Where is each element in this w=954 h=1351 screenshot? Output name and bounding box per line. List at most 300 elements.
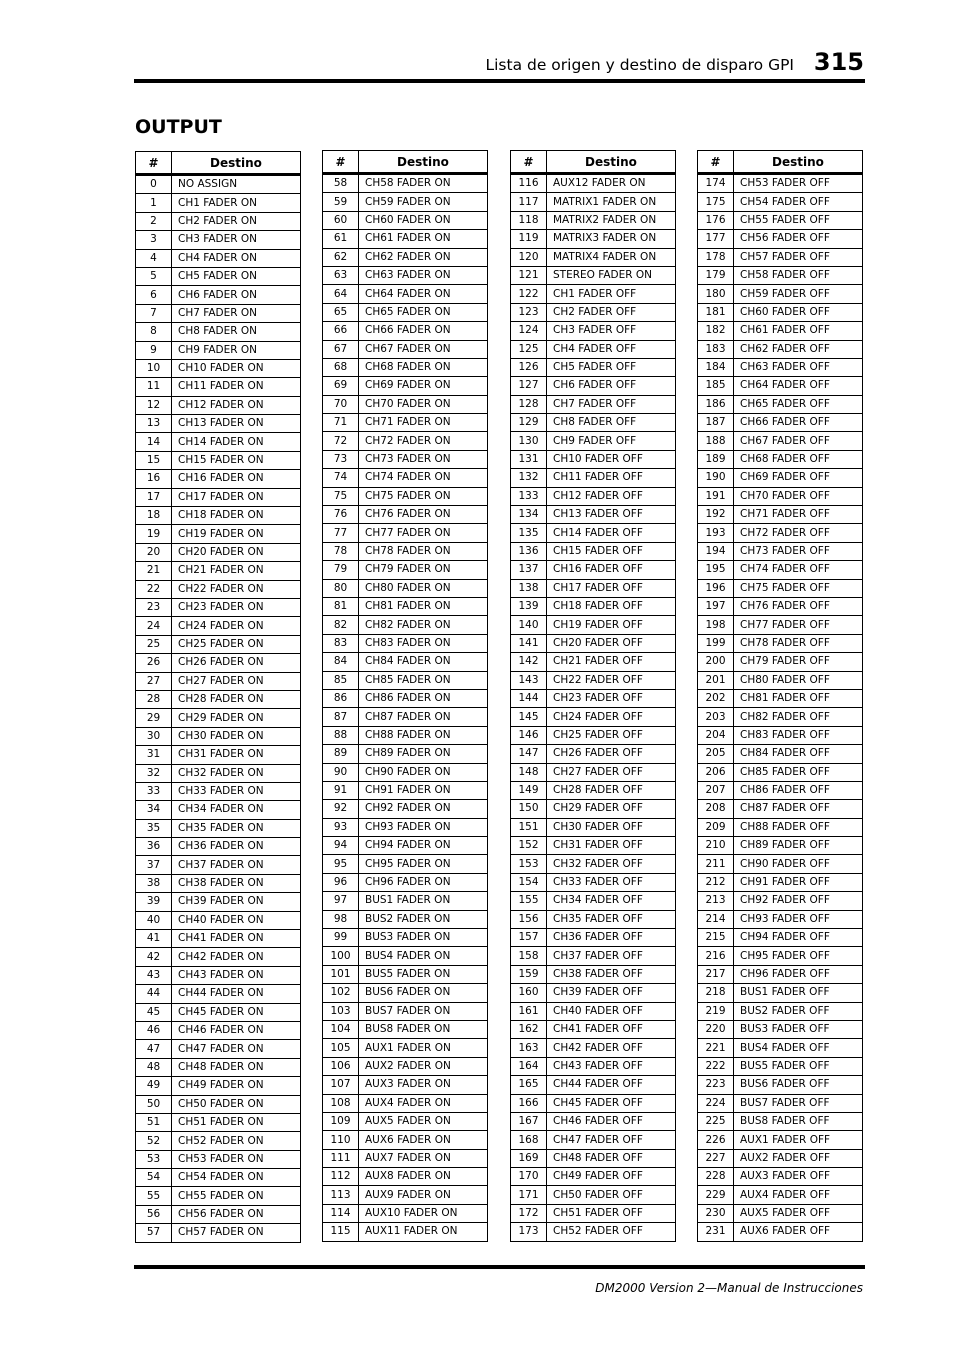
table-row — [136, 433, 301, 451]
table-row — [136, 212, 301, 230]
row-number: 65 — [323, 303, 359, 321]
row-destination: CH55 FADER ON — [172, 1187, 301, 1205]
row-destination: CH89 FADER OFF — [734, 837, 863, 855]
table-row — [136, 727, 301, 745]
row-destination: CH26 FADER ON — [172, 654, 301, 672]
row-number: 0 — [136, 175, 172, 194]
table-row — [323, 487, 488, 505]
table-row — [136, 543, 301, 561]
row-number: 48 — [136, 1058, 172, 1076]
row-number: 130 — [511, 432, 547, 450]
table-row — [323, 781, 488, 799]
table-row — [698, 873, 863, 891]
row-number: 186 — [698, 395, 734, 413]
row-destination: CH54 FADER OFF — [734, 193, 863, 211]
table-row — [323, 616, 488, 634]
table-header-row — [698, 151, 863, 174]
row-destination: CH68 FADER OFF — [734, 450, 863, 468]
table-row — [511, 597, 676, 615]
row-number: 98 — [323, 910, 359, 928]
table-row — [698, 800, 863, 818]
table-row — [511, 616, 676, 634]
table-row — [136, 1187, 301, 1205]
row-number: 66 — [323, 322, 359, 340]
row-destination: BUS2 FADER ON — [359, 910, 488, 928]
row-number: 126 — [511, 358, 547, 376]
row-number: 97 — [323, 892, 359, 910]
table-row — [136, 304, 301, 322]
table-row — [323, 1094, 488, 1112]
table-row — [136, 1224, 301, 1242]
table-row — [698, 414, 863, 432]
row-number: 41 — [136, 930, 172, 948]
table-row — [323, 892, 488, 910]
table-row — [511, 1057, 676, 1075]
row-number: 76 — [323, 506, 359, 524]
row-destination: CH74 FADER OFF — [734, 561, 863, 579]
row-destination: CH58 FADER OFF — [734, 266, 863, 284]
table-row — [698, 653, 863, 671]
row-number: 160 — [511, 984, 547, 1002]
row-destination: CH14 FADER OFF — [547, 524, 676, 542]
table-row — [136, 819, 301, 837]
row-destination: CH19 FADER OFF — [547, 616, 676, 634]
table-row — [698, 1131, 863, 1149]
row-destination: CH67 FADER ON — [359, 340, 488, 358]
row-destination: CH56 FADER OFF — [734, 230, 863, 248]
row-destination: CH63 FADER ON — [359, 266, 488, 284]
row-destination: CH6 FADER OFF — [547, 377, 676, 395]
table-row — [323, 561, 488, 579]
row-number: 60 — [323, 211, 359, 229]
row-destination: CH16 FADER OFF — [547, 561, 676, 579]
row-destination: BUS1 FADER ON — [359, 892, 488, 910]
row-number: 72 — [323, 432, 359, 450]
row-number: 231 — [698, 1223, 734, 1241]
row-destination: NO ASSIGN — [172, 175, 301, 194]
table-row — [698, 984, 863, 1002]
row-destination: CH75 FADER ON — [359, 487, 488, 505]
row-number: 24 — [136, 617, 172, 635]
row-number: 119 — [511, 230, 547, 248]
row-destination: CH1 FADER OFF — [547, 285, 676, 303]
row-destination: CH83 FADER OFF — [734, 726, 863, 744]
table-row — [323, 910, 488, 928]
row-destination: CH81 FADER ON — [359, 597, 488, 615]
row-number: 175 — [698, 193, 734, 211]
table-row — [323, 414, 488, 432]
row-destination: CH20 FADER OFF — [547, 634, 676, 652]
row-destination: AUX2 FADER OFF — [734, 1149, 863, 1167]
page-number: 315 — [813, 48, 864, 76]
row-destination: CH42 FADER OFF — [547, 1039, 676, 1057]
table-row — [323, 634, 488, 652]
row-destination: CH37 FADER ON — [172, 856, 301, 874]
row-destination: MATRIX2 FADER ON — [547, 211, 676, 229]
row-destination: CH59 FADER ON — [359, 193, 488, 211]
table-row — [698, 1094, 863, 1112]
row-number: 33 — [136, 782, 172, 800]
row-destination: CH38 FADER OFF — [547, 965, 676, 983]
table-row — [323, 322, 488, 340]
row-number: 73 — [323, 450, 359, 468]
row-number: 179 — [698, 266, 734, 284]
row-number: 12 — [136, 396, 172, 414]
row-destination: CH27 FADER ON — [172, 672, 301, 690]
row-number: 164 — [511, 1057, 547, 1075]
table-row — [698, 1223, 863, 1241]
table-row — [698, 487, 863, 505]
row-destination: BUS5 FADER OFF — [734, 1057, 863, 1075]
table-row — [698, 303, 863, 321]
table-row — [136, 507, 301, 525]
row-number: 92 — [323, 800, 359, 818]
row-destination: AUX1 FADER OFF — [734, 1131, 863, 1149]
row-destination: CH57 FADER OFF — [734, 248, 863, 266]
row-destination: BUS8 FADER ON — [359, 1020, 488, 1038]
table-row — [698, 1149, 863, 1167]
table-row — [511, 653, 676, 671]
table-row — [511, 671, 676, 689]
row-destination: CH11 FADER OFF — [547, 469, 676, 487]
table-row — [511, 892, 676, 910]
table-row — [698, 193, 863, 211]
row-number: 30 — [136, 727, 172, 745]
table-row — [511, 174, 676, 193]
row-destination: CH6 FADER ON — [172, 286, 301, 304]
row-number: 89 — [323, 745, 359, 763]
row-number: 20 — [136, 543, 172, 561]
row-number: 168 — [511, 1131, 547, 1149]
row-number: 100 — [323, 947, 359, 965]
row-destination: CH46 FADER ON — [172, 1021, 301, 1039]
row-number: 138 — [511, 579, 547, 597]
row-number: 170 — [511, 1168, 547, 1186]
row-destination: CH78 FADER ON — [359, 542, 488, 560]
row-destination: CH26 FADER OFF — [547, 745, 676, 763]
row-number: 158 — [511, 947, 547, 965]
row-destination: CH38 FADER ON — [172, 874, 301, 892]
table-row — [511, 763, 676, 781]
row-destination: AUX1 FADER ON — [359, 1039, 488, 1057]
row-destination: CH32 FADER OFF — [547, 855, 676, 873]
table-row — [511, 745, 676, 763]
row-number: 131 — [511, 450, 547, 468]
row-destination: CH94 FADER ON — [359, 837, 488, 855]
table-row — [323, 1168, 488, 1186]
table-row — [698, 671, 863, 689]
table-row — [698, 1039, 863, 1057]
row-number: 80 — [323, 579, 359, 597]
row-number: 95 — [323, 855, 359, 873]
row-number: 31 — [136, 746, 172, 764]
row-number: 216 — [698, 947, 734, 965]
row-destination: CH32 FADER ON — [172, 764, 301, 782]
row-number: 11 — [136, 378, 172, 396]
row-number: 205 — [698, 745, 734, 763]
table-row — [511, 818, 676, 836]
table-row — [698, 781, 863, 799]
table-row — [323, 965, 488, 983]
table-row — [511, 524, 676, 542]
row-number: 71 — [323, 414, 359, 432]
row-destination: CH49 FADER ON — [172, 1077, 301, 1095]
table-row — [323, 506, 488, 524]
row-number: 218 — [698, 984, 734, 1002]
row-destination: CH12 FADER ON — [172, 396, 301, 414]
row-destination: CH63 FADER OFF — [734, 358, 863, 376]
row-number: 116 — [511, 174, 547, 193]
row-destination: CH36 FADER OFF — [547, 929, 676, 947]
table-row — [698, 506, 863, 524]
table-row — [136, 1169, 301, 1187]
table-row — [136, 580, 301, 598]
table-row — [136, 286, 301, 304]
row-destination: AUX11 FADER ON — [359, 1223, 488, 1241]
table-row — [511, 947, 676, 965]
row-number: 197 — [698, 597, 734, 615]
row-number: 224 — [698, 1094, 734, 1112]
row-destination: CH29 FADER OFF — [547, 800, 676, 818]
table-row — [511, 432, 676, 450]
row-number: 84 — [323, 653, 359, 671]
row-number: 108 — [323, 1094, 359, 1112]
table-row — [323, 285, 488, 303]
row-destination: CH17 FADER OFF — [547, 579, 676, 597]
row-number: 46 — [136, 1021, 172, 1039]
row-destination: CH86 FADER ON — [359, 689, 488, 707]
row-destination: CH95 FADER OFF — [734, 947, 863, 965]
table-row — [136, 654, 301, 672]
table-row — [698, 837, 863, 855]
row-destination: CH3 FADER ON — [172, 231, 301, 249]
row-destination: CH40 FADER ON — [172, 911, 301, 929]
row-number: 220 — [698, 1020, 734, 1038]
row-destination: CH1 FADER ON — [172, 194, 301, 212]
row-number: 223 — [698, 1076, 734, 1094]
table-row — [323, 524, 488, 542]
row-destination: CH76 FADER ON — [359, 506, 488, 524]
row-number: 118 — [511, 211, 547, 229]
table-row — [698, 524, 863, 542]
table-row — [511, 193, 676, 211]
row-destination: CH45 FADER OFF — [547, 1094, 676, 1112]
row-destination: CH61 FADER ON — [359, 230, 488, 248]
row-destination: BUS4 FADER OFF — [734, 1039, 863, 1057]
row-number: 27 — [136, 672, 172, 690]
row-destination: CH88 FADER ON — [359, 726, 488, 744]
row-destination: CH47 FADER OFF — [547, 1131, 676, 1149]
row-destination: BUS7 FADER OFF — [734, 1094, 863, 1112]
row-number: 230 — [698, 1204, 734, 1222]
row-number: 75 — [323, 487, 359, 505]
row-number: 133 — [511, 487, 547, 505]
row-destination: AUX5 FADER OFF — [734, 1204, 863, 1222]
row-destination: CH40 FADER OFF — [547, 1002, 676, 1020]
table-row — [698, 561, 863, 579]
table-row — [698, 1186, 863, 1204]
row-destination: CH5 FADER ON — [172, 267, 301, 285]
row-destination: CH37 FADER OFF — [547, 947, 676, 965]
table-row — [698, 947, 863, 965]
row-destination: CH90 FADER ON — [359, 763, 488, 781]
table-row — [136, 451, 301, 469]
row-number: 221 — [698, 1039, 734, 1057]
row-number: 63 — [323, 266, 359, 284]
row-number: 178 — [698, 248, 734, 266]
row-destination: CH7 FADER OFF — [547, 395, 676, 413]
table-row — [698, 358, 863, 376]
row-number: 154 — [511, 873, 547, 891]
table-row — [698, 1057, 863, 1075]
row-destination: CH52 FADER ON — [172, 1132, 301, 1150]
table-row — [511, 395, 676, 413]
row-destination: AUX4 FADER ON — [359, 1094, 488, 1112]
table-row — [511, 230, 676, 248]
row-number: 213 — [698, 892, 734, 910]
row-destination: CH17 FADER ON — [172, 488, 301, 506]
footer-text: DM2000 Version 2—Manual de Instrucciones — [595, 1281, 863, 1295]
row-destination: CH48 FADER ON — [172, 1058, 301, 1076]
row-destination: BUS3 FADER ON — [359, 929, 488, 947]
table-row — [136, 175, 301, 194]
row-destination: CH80 FADER OFF — [734, 671, 863, 689]
table-row — [698, 542, 863, 560]
row-destination: CH87 FADER ON — [359, 708, 488, 726]
table-row — [136, 617, 301, 635]
row-destination: STEREO FADER ON — [547, 266, 676, 284]
footer-rule — [134, 1265, 865, 1269]
row-number: 148 — [511, 763, 547, 781]
table-row — [323, 1112, 488, 1130]
row-destination: CH83 FADER ON — [359, 634, 488, 652]
row-destination: MATRIX1 FADER ON — [547, 193, 676, 211]
row-number: 5 — [136, 267, 172, 285]
table-row — [698, 855, 863, 873]
row-destination: CH50 FADER ON — [172, 1095, 301, 1113]
row-number: 15 — [136, 451, 172, 469]
row-number: 44 — [136, 985, 172, 1003]
row-number: 171 — [511, 1186, 547, 1204]
table-row — [511, 1076, 676, 1094]
row-number: 36 — [136, 838, 172, 856]
row-destination: CH11 FADER ON — [172, 378, 301, 396]
table-row — [511, 322, 676, 340]
table-row — [136, 323, 301, 341]
row-number: 106 — [323, 1057, 359, 1075]
table-row — [698, 285, 863, 303]
table-row — [136, 488, 301, 506]
row-destination: CH18 FADER OFF — [547, 597, 676, 615]
row-destination: CH74 FADER ON — [359, 469, 488, 487]
row-number: 222 — [698, 1057, 734, 1075]
row-destination: CH96 FADER ON — [359, 873, 488, 891]
table-row — [323, 689, 488, 707]
table-row — [511, 965, 676, 983]
table-row — [323, 469, 488, 487]
table-row — [323, 377, 488, 395]
table-row — [511, 781, 676, 799]
row-number: 55 — [136, 1187, 172, 1205]
row-destination: CH60 FADER ON — [359, 211, 488, 229]
table-row — [323, 266, 488, 284]
row-number: 18 — [136, 507, 172, 525]
row-destination: CH13 FADER OFF — [547, 506, 676, 524]
table-row — [136, 1077, 301, 1095]
table-row — [136, 709, 301, 727]
row-destination: CH77 FADER OFF — [734, 616, 863, 634]
row-number: 29 — [136, 709, 172, 727]
row-destination: CH4 FADER OFF — [547, 340, 676, 358]
table-row — [323, 597, 488, 615]
table-row — [511, 303, 676, 321]
row-destination: CH24 FADER OFF — [547, 708, 676, 726]
row-number: 147 — [511, 745, 547, 763]
table-row — [698, 579, 863, 597]
row-destination: AUX6 FADER OFF — [734, 1223, 863, 1241]
row-destination: BUS6 FADER ON — [359, 984, 488, 1002]
row-number: 101 — [323, 965, 359, 983]
table-row — [511, 1039, 676, 1057]
table-row — [511, 929, 676, 947]
row-destination: CH71 FADER OFF — [734, 506, 863, 524]
row-number: 177 — [698, 230, 734, 248]
row-number: 185 — [698, 377, 734, 395]
table-row — [136, 598, 301, 616]
column-header-destination: Destino — [172, 152, 301, 175]
table-row — [698, 1204, 863, 1222]
row-number: 16 — [136, 470, 172, 488]
table-row — [323, 1020, 488, 1038]
row-number: 142 — [511, 653, 547, 671]
row-number: 145 — [511, 708, 547, 726]
table-row — [136, 764, 301, 782]
row-destination: BUS7 FADER ON — [359, 1002, 488, 1020]
row-number: 105 — [323, 1039, 359, 1057]
row-number: 135 — [511, 524, 547, 542]
row-number: 150 — [511, 800, 547, 818]
row-destination: CH39 FADER OFF — [547, 984, 676, 1002]
row-number: 136 — [511, 542, 547, 560]
row-destination: CH21 FADER OFF — [547, 653, 676, 671]
row-destination: AUX12 FADER ON — [547, 174, 676, 193]
table-row — [323, 929, 488, 947]
row-number: 183 — [698, 340, 734, 358]
row-number: 196 — [698, 579, 734, 597]
row-destination: CH25 FADER ON — [172, 635, 301, 653]
table-row — [323, 708, 488, 726]
table-row — [511, 561, 676, 579]
row-destination: CH77 FADER ON — [359, 524, 488, 542]
row-number: 176 — [698, 211, 734, 229]
table-row — [136, 966, 301, 984]
row-destination: CH65 FADER ON — [359, 303, 488, 321]
row-number: 227 — [698, 1149, 734, 1167]
row-number: 165 — [511, 1076, 547, 1094]
row-number: 198 — [698, 616, 734, 634]
row-number: 151 — [511, 818, 547, 836]
table-row — [698, 1168, 863, 1186]
row-destination: CH60 FADER OFF — [734, 303, 863, 321]
row-number: 206 — [698, 763, 734, 781]
table-row — [323, 745, 488, 763]
row-destination: CH15 FADER OFF — [547, 542, 676, 560]
row-number: 8 — [136, 323, 172, 341]
table-row — [511, 414, 676, 432]
table-row — [136, 672, 301, 690]
table-row — [698, 432, 863, 450]
row-destination: CH65 FADER OFF — [734, 395, 863, 413]
